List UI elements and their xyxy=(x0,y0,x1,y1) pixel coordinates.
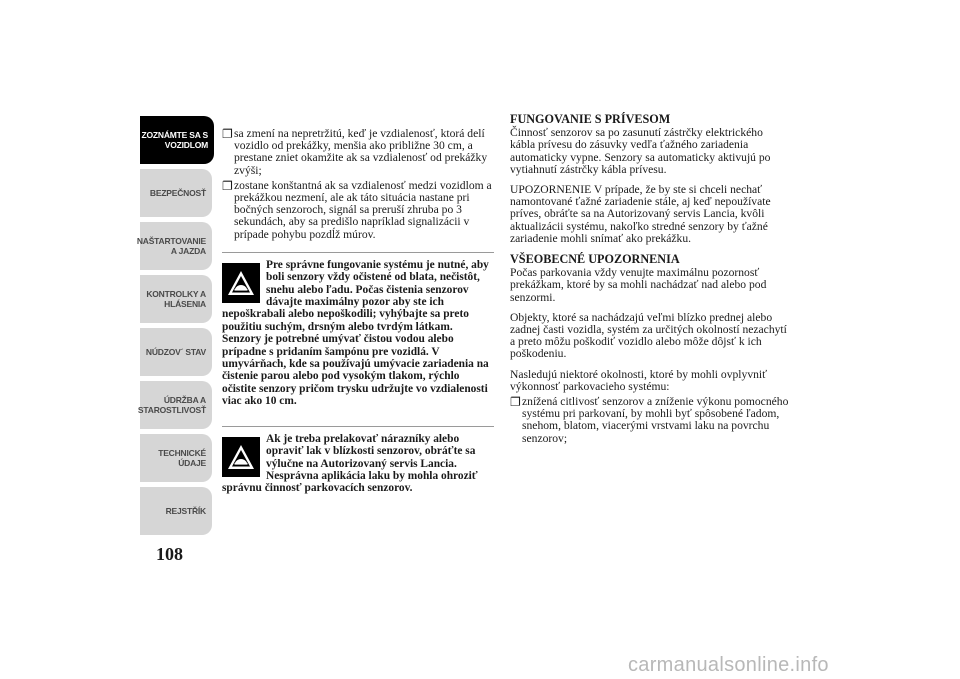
paragraph: Objekty, ktoré sa nachádzajú veľmi blízko prednej alebo zadnej časti vozidla, systém za určitých okolností nezachytí a preto môžu poškodiť vozidlo alebo môže dôjsť k ich poškodeniu. xyxy=(510,310,787,361)
right-column xyxy=(510,113,790,448)
warning-text: Pre správne fungovanie systému je nutné, aby boli senzory vždy očistené od blata, nečistôt, snehu alebo ľadu. Počas čistenia senzorov dávajte maximálny pozor aby ste ich nepoškrabali alebo nepoškodili; vyhýbajte sa preto použitiu suchým, drsným alebo tvrdým látkam. Senzory je potrebné umývať čistou vodou alebo prípadne s pridaním šampónu pre vozidlá. V umyvárňach, kde sa používajú umývacie zariadenia na čistenie parou alebo pod vysokým tlakom, rýchlo očistite senzory pričom trysku udržujte vo vzdialenosti viac ako 10 cm. xyxy=(222,258,489,408)
paragraph: UPOZORNENIE V prípade, že by ste si chceli nechať namontované ťažné zariadenie stále, aj keď nepoužívate príves, obráťte sa na Autorizovaný servis Lancia, kvôli aktualizácii systému, nakoľko stredné senzory by ťažné zariadenie mohli snímať ako prekážku. xyxy=(510,183,771,245)
left-column xyxy=(222,128,494,495)
tab-vehicle-intro[interactable] xyxy=(140,116,214,164)
tab-emergency[interactable] xyxy=(140,328,212,376)
warning-note xyxy=(222,433,494,495)
list-item xyxy=(510,396,790,445)
watermark: carmanualsonline.info xyxy=(628,654,829,676)
list-item xyxy=(222,128,494,177)
divider xyxy=(222,426,494,427)
warning-triangle-icon xyxy=(222,437,260,477)
tab-label: ÚDRŽBA A STAROSTLIVOSŤ xyxy=(137,395,206,415)
tab-technical-data[interactable] xyxy=(140,434,212,482)
tab-label: TECHNICKÉ ÚDAJE xyxy=(158,448,206,468)
tab-label: NÚDZOV´ STAV xyxy=(145,347,206,357)
checkbox-bullet-icon: ❐ xyxy=(222,127,233,141)
warning-text: Ak je treba prelakovať nárazníky alebo opraviť lak v blízkosti senzorov, obráťte sa výlučne na Autorizovaný servis Lancia. Nesprávna aplikácia laku by mohla ohroziť správnu činnosť parkovacích senzorov. xyxy=(222,432,478,495)
checkbox-bullet-icon: ❐ xyxy=(222,178,233,193)
chapter-tabs xyxy=(136,116,212,540)
divider xyxy=(222,252,494,253)
tab-safety[interactable] xyxy=(140,169,212,217)
tab-label: NAŠTARTOVANIE A JAZDA xyxy=(136,236,206,256)
list-item xyxy=(222,180,494,241)
tab-maintenance[interactable] xyxy=(137,381,212,429)
section-heading: FUNGOVANIE S PRÍVESOM xyxy=(510,112,671,126)
tab-warning-lights[interactable] xyxy=(140,275,212,323)
tab-starting-driving[interactable] xyxy=(136,222,212,270)
paragraph: Nasledujú niektoré okolnosti, ktoré by mohli ovplyvniť výkonnosť parkovacieho systému: xyxy=(510,367,768,393)
warning-note xyxy=(222,259,494,408)
tab-label: BEZPEČNOSŤ xyxy=(149,188,206,198)
page-number: 108 xyxy=(156,544,183,564)
tab-label: ZOZNÁMTE SA S VOZIDLOM xyxy=(141,130,208,150)
list-item-text: znížená citlivosť senzorov a zníženie výkonu pomocného systému pri parkovaní, by mohli byť spôsobené ľadom, snehom, blatom, viacerými vrstvami laku na povrchu senzorov; xyxy=(522,395,789,445)
warning-triangle-icon xyxy=(222,263,260,303)
checkbox-bullet-icon: ❐ xyxy=(510,395,521,410)
tab-label: REJSTŘÍK xyxy=(165,506,206,516)
paragraph: Počas parkovania vždy venujte maximálnu pozornosť prekážkam, ktoré by sa mohli nachádzať nad alebo pod senzormi. xyxy=(510,266,767,304)
tab-index[interactable] xyxy=(140,487,212,535)
section-heading: VŠEOBECNÉ UPOZORNENIA xyxy=(510,252,680,267)
list-item-text: zostane konštantná ak sa vzdialenosť medzi vozidlom a prekážkou nezmení, ale ak táto situácia nastane pri bočných senzoroch, signál sa preruší zhruba po 3 sekundách, aby sa predišlo napríklad signalizácii v prípade pohybu pozdĺž múrov. xyxy=(234,178,492,241)
paragraph: Činnosť senzorov sa po zasunutí zástrčky elektrického kábla prívesu do zásuvky vedľa ťažného zariadenia automaticky vypne. Senzory sa automaticky aktivujú po vytiahnutí zástrčky kábla prívesu. xyxy=(510,126,771,176)
list-item-text: sa zmení na nepretržitú, keď je vzdialenosť, ktorá delí vozidlo od prekážky, menšia ako približne 30 cm, a prestane zniet okamžite ak sa vzdialenosť od prekážky zvýši; xyxy=(234,127,488,177)
tab-label: KONTROLKY A HLÁSENIA xyxy=(146,289,206,309)
